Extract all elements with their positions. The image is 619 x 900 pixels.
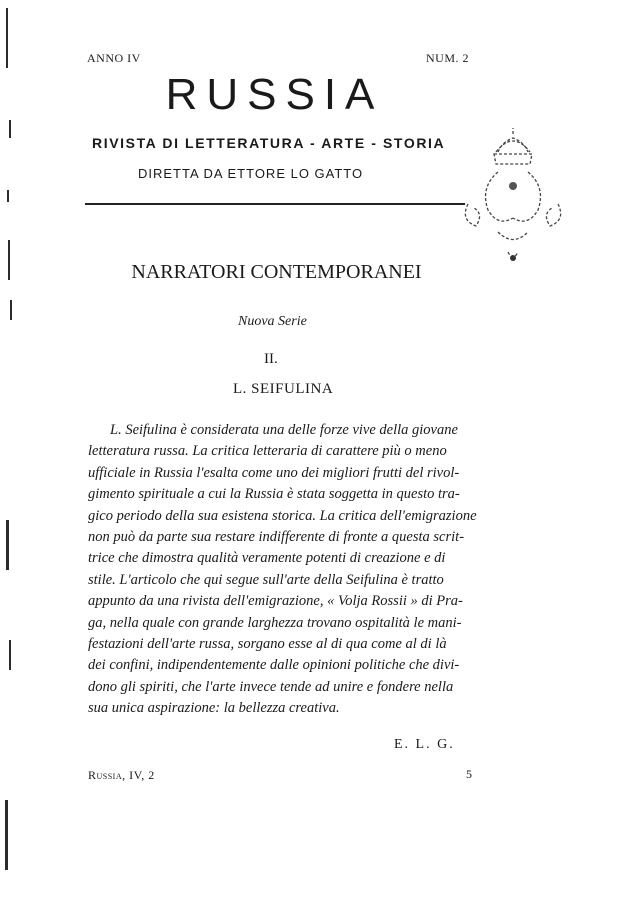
article-heading	[0, 261, 619, 284]
article-signature: E. L. G.	[394, 737, 455, 752]
body-line: ga, nella quale con grande larghezza trovano ospitalità le mani-	[88, 614, 462, 631]
article-body	[88, 420, 478, 720]
body-line: festazioni dell'arte russa, sorgano esse al di qua come al di là	[88, 636, 447, 653]
body-line: letteratura russa. La critica letteraria di carattere più o meno	[88, 443, 447, 460]
article-heading-text: NARRATORI CONTEMPORANEI	[131, 261, 422, 283]
body-line: dei confini, indipendentemente dalle opinioni politiche che divi-	[88, 657, 460, 674]
series-label: Nuova Serie	[238, 314, 307, 329]
body-line: stile. L'articolo che qui segue sull'arte della Seifulina è tratto	[88, 571, 444, 588]
issue-number: NUM. 2	[426, 51, 470, 65]
body-line: appunto da una rivista dell'emigrazione, « Volja Rossii » di Pra-	[88, 593, 463, 610]
editor-line: DIRETTA DA ETTORE LO GATTO	[138, 166, 364, 181]
scan-edge-marks	[0, 0, 22, 900]
article-author: L. SEIFULINA	[233, 381, 334, 397]
body-line: gimento spirituale a cui la Russia è stata soggetta in questo tra-	[88, 486, 460, 503]
part-numeral: II.	[264, 351, 278, 367]
volume-label: ANNO IV	[87, 51, 141, 65]
running-footer: Russia, IV, 2	[88, 768, 155, 782]
body-line: dono gli spiriti, che l'arte invece tende ad unire e fondere nella	[88, 678, 454, 695]
journal-title-text: RUSSIA	[165, 70, 384, 119]
body-line: L. Seifulina è considerata una delle forze vive della giovane	[110, 422, 458, 438]
body-line: ufficiale in Russia l'esalta come uno dei migliori frutti del rivol-	[88, 464, 460, 481]
body-line: gico periodo della sua esistena storica. La critica dell'emigrazione	[88, 507, 477, 524]
journal-title	[0, 70, 619, 120]
crown-emblem-icon	[458, 122, 568, 272]
body-line: sua unica aspirazione: la bellezza creativa.	[88, 700, 340, 717]
journal-subtitle: RIVISTA DI LETTERATURA - ARTE - STORIA	[92, 135, 446, 151]
masthead-rule	[85, 203, 465, 205]
body-line: trice che dimostra qualità veramente potenti di creazione e di	[88, 550, 446, 567]
page-number: 5	[466, 767, 472, 781]
body-line: non può da parte sua restare indifferente di fronte a questa scrit-	[88, 529, 465, 546]
